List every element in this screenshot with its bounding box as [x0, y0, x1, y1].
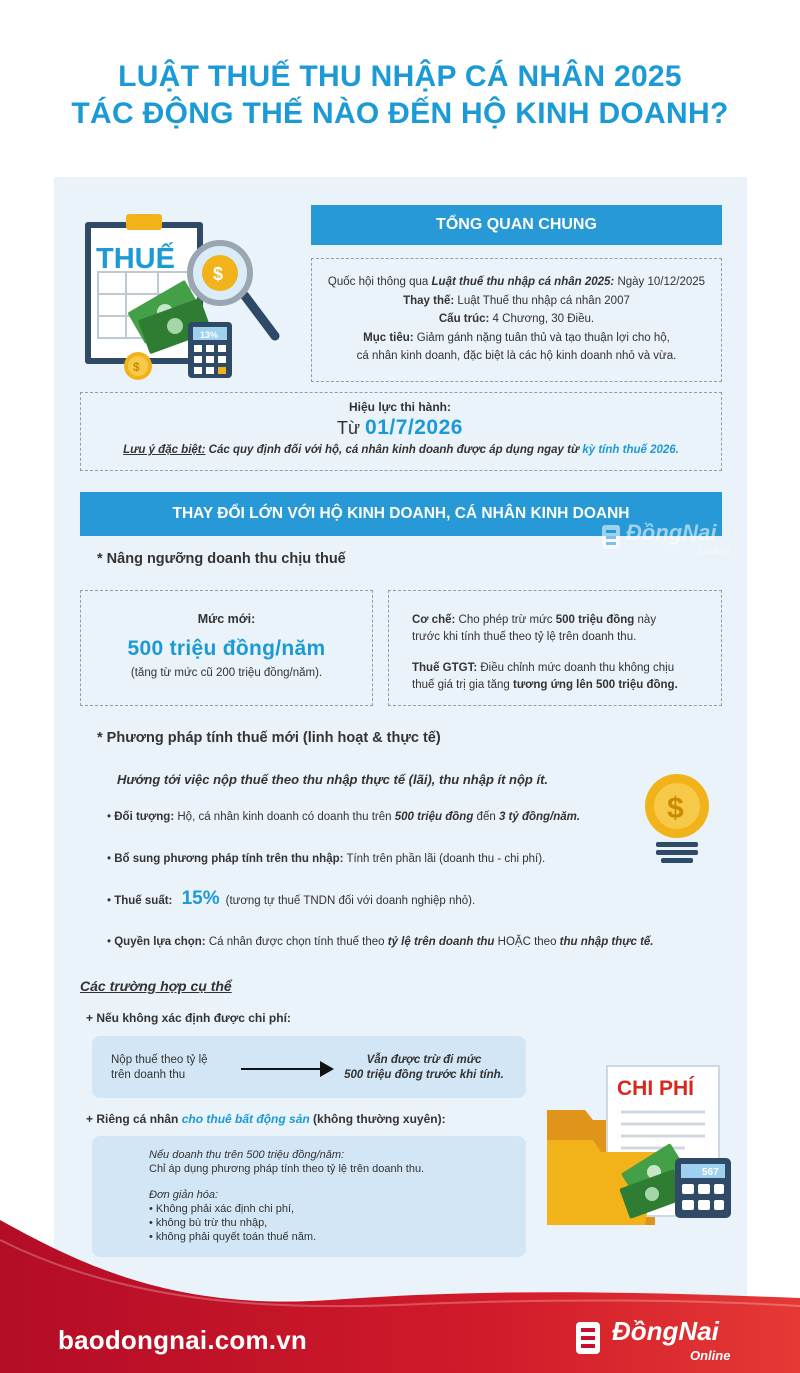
case1-left: Nộp thuế theo tỷ lệ trên doanh thu: [111, 1054, 208, 1081]
cases-heading: Các trường hợp cụ thể: [80, 978, 232, 994]
calculator-display: 567: [702, 1167, 719, 1178]
case2-text: Nếu doanh thu trên 500 triệu đồng/năm: Chỉ áp dụng phương pháp tính theo tỷ lệ trên doanh thu. Đơn giản hóa: • Không phải xác định chi phí, • không bù trừ thu nhập, • không phải quyết toán thuế năm.: [149, 1148, 509, 1244]
footer-brand-sub: Online: [690, 1348, 731, 1363]
calculator-icon: [188, 322, 232, 378]
list-item: • không bù trừ thu nhập,: [149, 1217, 268, 1229]
arrow-icon: [241, 1068, 329, 1070]
effective-date-value: 01/7/2026: [365, 416, 463, 439]
svg-text:$: $: [133, 360, 140, 374]
case2-heading: + Riêng cá nhân cho thuê bất động sản (không thường xuyên):: [86, 1112, 446, 1126]
svg-text:$: $: [667, 792, 684, 825]
footer-logo: [572, 1316, 752, 1366]
new-level-value: 500 triệu đồng/năm: [127, 637, 326, 660]
footer-brand: ĐồngNai: [612, 1316, 719, 1346]
case1-right: Vẫn được trừ đi mức 500 triệu đồng trước khi tính.: [344, 1054, 504, 1081]
mechanism-text: Cơ chế: Cho phép trừ mức 500 triệu đồng này trước khi tính thuế theo tỷ lệ trên doanh thu. Thuế GTGT: Điều chỉnh mức doanh thu không chịu thuế giá trị gia tăng tương ứng lên 500 triệu đồng.: [412, 614, 678, 691]
addition-line: • Bổ sung phương pháp tính trên thu nhập: Tính trên phần lãi (doanh thu - chi phí).: [107, 853, 546, 865]
calculator-display: 13%: [200, 330, 219, 340]
tax-clipboard-illustration: [80, 208, 285, 383]
effective-date: Từ 01/7/2026: [337, 416, 463, 439]
changes-heading: THAY ĐỔI LỚN VỚI HỘ KINH DOANH, CÁ NHÂN KINH DOANH: [80, 492, 722, 536]
title-line-2: TÁC ĐỘNG THẾ NÀO ĐẾN HỘ KINH DOANH?: [71, 97, 729, 130]
brand-logo-icon: [572, 1318, 608, 1360]
subject-line: • Đối tượng: Hộ, cá nhân kinh doanh có doanh thu trên 500 triệu đồng đến 3 tỷ đồng/năm.: [107, 811, 581, 823]
expense-label: CHI PHÍ: [617, 1077, 695, 1100]
title-line-1: LUẬT THUẾ THU NHẬP CÁ NHÂN 2025: [118, 60, 682, 93]
special-note: Lưu ý đặc biệt: Các quy định đối với hộ, cá nhân kinh doanh được áp dụng ngay từ kỳ tính thuế 2026.: [123, 444, 679, 456]
rate-value: 15%: [181, 888, 220, 909]
method-heading: * Phương pháp tính thuế mới (linh hoạt & thực tế): [97, 730, 441, 746]
footer-url[interactable]: baodongnai.com.vn: [58, 1325, 307, 1355]
watermark-logo: ĐồngNai Online: [600, 520, 745, 560]
tax-label: THUẾ: [96, 243, 175, 275]
method-tagline: Hướng tới việc nộp thuế theo thu nhập thực tế (lãi), thu nhập ít nộp ít.: [117, 772, 549, 787]
page-title: [0, 58, 800, 132]
new-level-note: (tăng từ mức cũ 200 triệu đồng/năm).: [130, 667, 323, 679]
brand-logo-icon: [600, 523, 626, 553]
case1-heading: + Nếu không xác định được chi phí:: [86, 1011, 291, 1025]
list-item: • không phải quyết toán thuế năm.: [149, 1231, 317, 1243]
list-item: • Không phải xác định chi phí,: [149, 1203, 295, 1215]
svg-text:$: $: [213, 264, 224, 284]
lightbulb-icon: [639, 772, 717, 864]
new-level-label: Mức mới:: [197, 612, 256, 626]
choice-line: • Quyền lựa chọn: Cá nhân được chọn tính thuế theo tỷ lệ trên doanh thu HOẶC theo thu nhập thực tế.: [107, 936, 654, 948]
overview-heading: TỔNG QUAN CHUNG: [311, 205, 722, 245]
rate-line: • Thuế suất: 15% (tương tự thuế TNDN đối với doanh nghiệp nhỏ).: [107, 888, 476, 909]
overview-text: Quốc hội thông qua Luật thuế thu nhập cá nhân 2025: Ngày 10/12/2025 Thay thế: Luật Thuế thu nhập cá nhân 2007 Cấu trúc: 4 Chương, 30 Điều. Mục tiêu: Giảm gánh nặng tuân thủ và tạo thuận lợi cho hộ, cá nhân kinh doanh, đặc biệt là các hộ kinh doanh nhỏ và vừa.: [327, 276, 706, 362]
coin-icon: [124, 352, 152, 380]
effective-label: Hiệu lực thi hành:: [348, 400, 452, 414]
threshold-heading: * Nâng ngưỡng doanh thu chịu thuế: [97, 551, 346, 567]
arrow-head-icon: [320, 1061, 334, 1077]
